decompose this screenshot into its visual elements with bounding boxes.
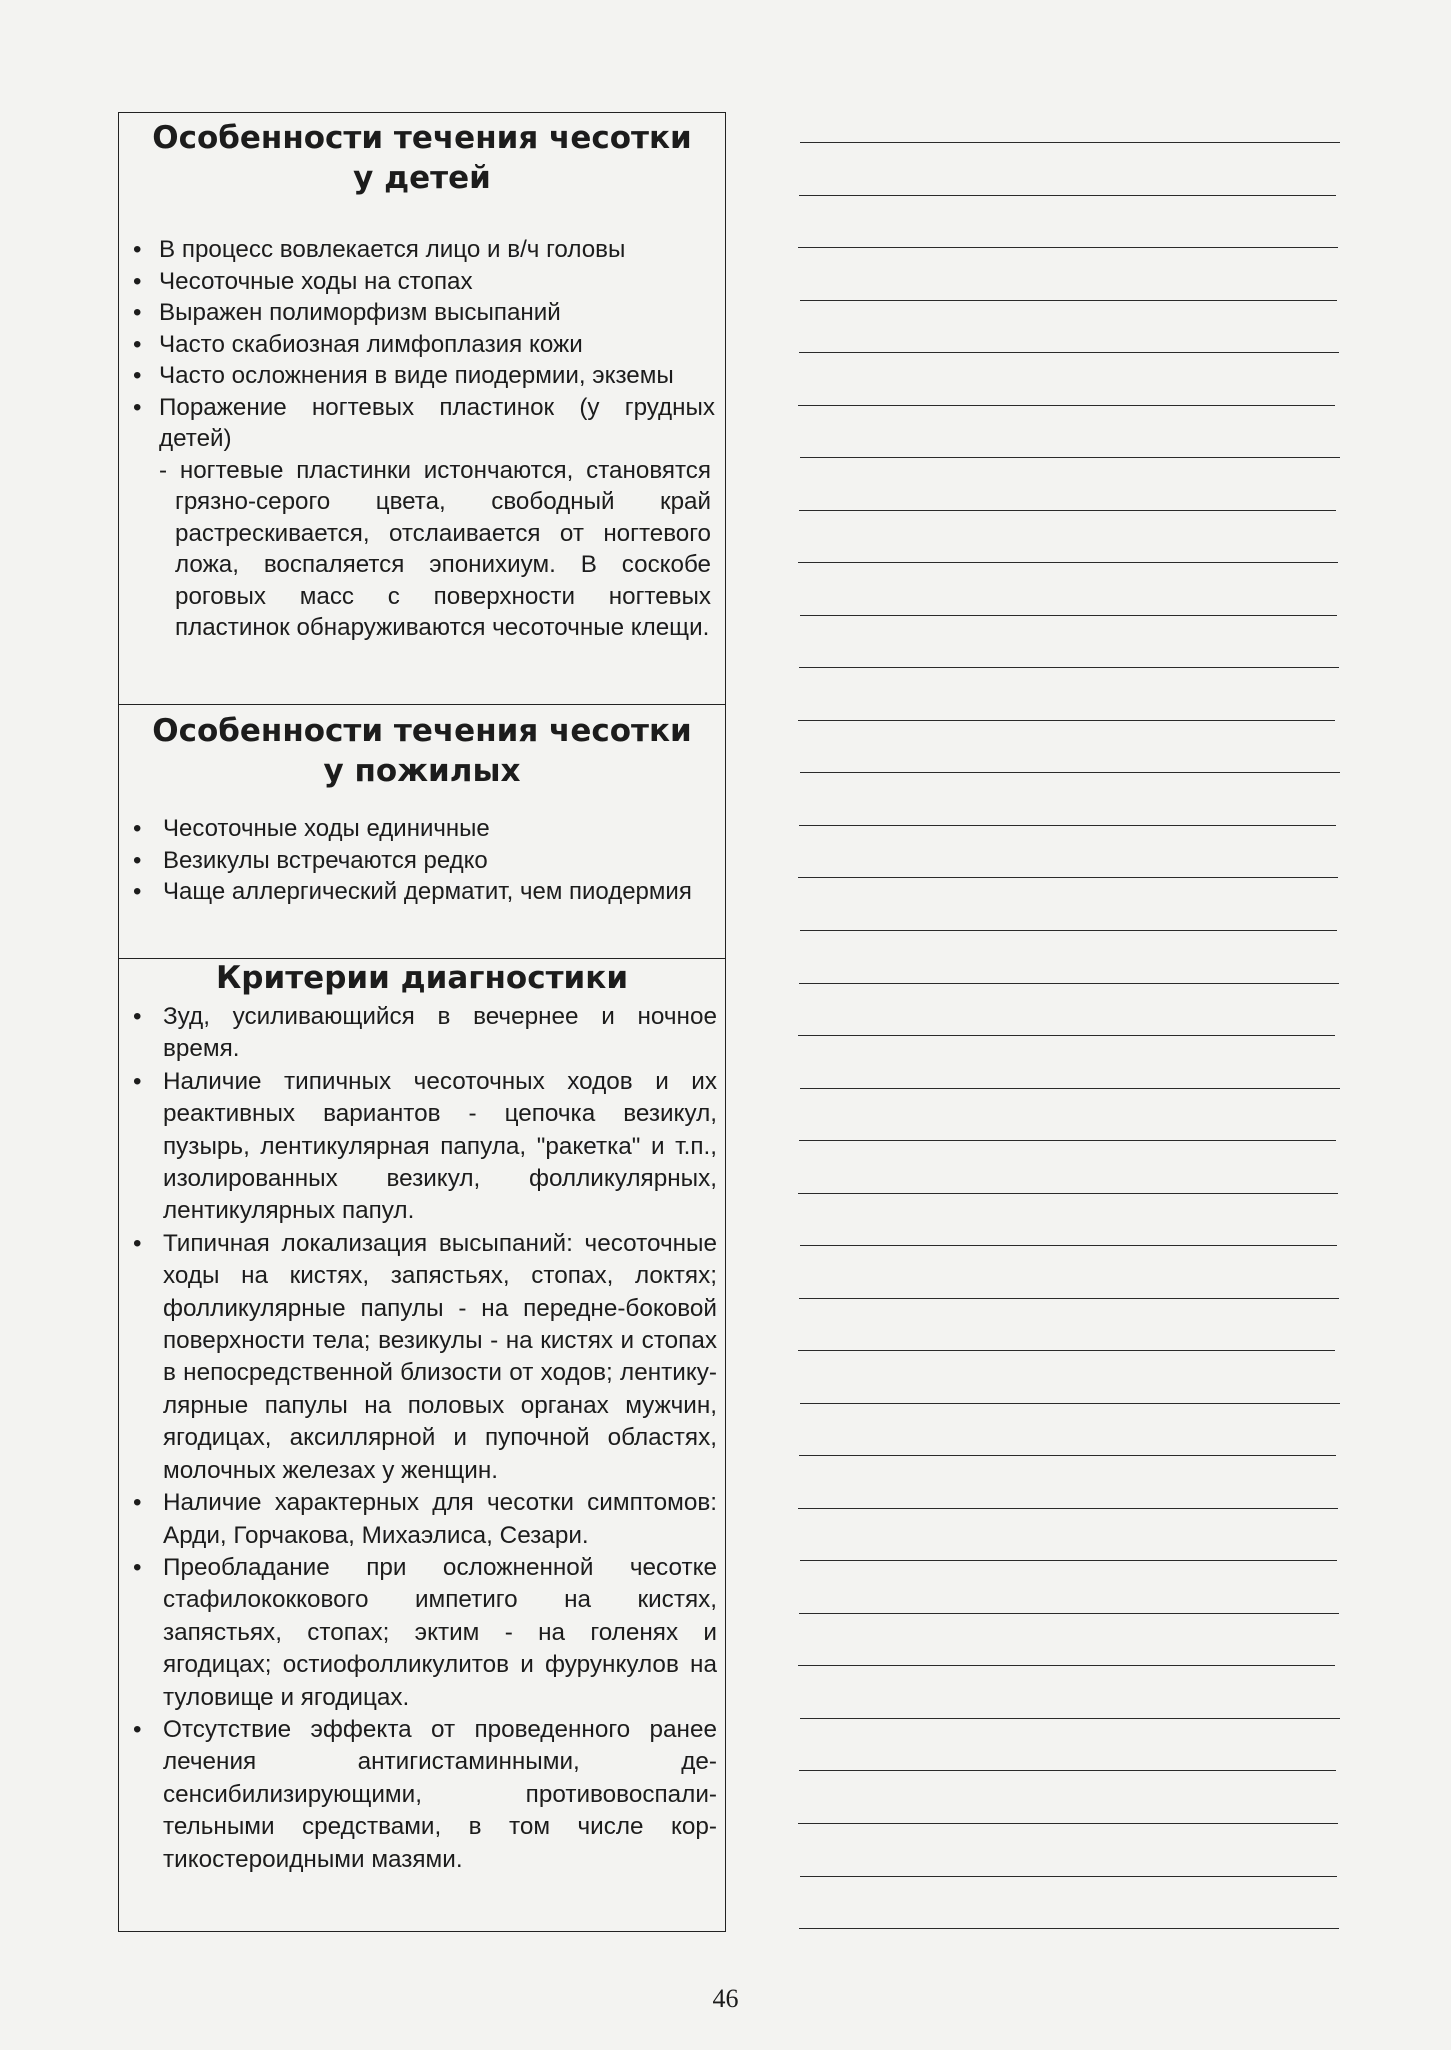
list-item: • Часто осложнения в виде пиодермии, экземы <box>119 360 725 392</box>
list-item: • Наличие характерных для чесотки симптомов: Арди, Горчакова, Михаэлиса, Сезари. <box>119 1487 725 1552</box>
list-item: • Поражение ногтевых пластинок (у грудных детей) <box>119 392 725 455</box>
list-item: • Везикулы встречаются редко <box>119 845 725 877</box>
note-line <box>798 247 1338 248</box>
section-diagnostic-criteria <box>119 959 725 1931</box>
section-children <box>119 113 725 705</box>
note-line <box>800 1560 1337 1561</box>
note-line <box>799 1455 1336 1456</box>
note-line <box>800 142 1340 143</box>
note-line <box>799 667 1339 668</box>
section-title <box>119 705 725 791</box>
note-line <box>800 457 1340 458</box>
note-line <box>800 300 1337 301</box>
note-line <box>798 1508 1338 1509</box>
note-line <box>798 1193 1338 1194</box>
section-elderly <box>119 705 725 959</box>
note-line <box>798 562 1338 563</box>
list-item: • Преобладание при осложненной чесотке стафилококкового импетиго на кистях, запястьях, стопах; эктим - на голенях и ягодицах; остиофолликулитов и фурункулов на туловище и ягодицах. <box>119 1552 725 1714</box>
note-line <box>799 1613 1339 1614</box>
section-title-line1: Особенности течения чесотки <box>152 713 692 749</box>
section-title <box>119 113 725 198</box>
list-item: • Чесоточные ходы на стопах <box>119 266 725 298</box>
section-title-line1: Особенности течения чесотки <box>152 120 692 156</box>
note-line <box>799 825 1336 826</box>
note-line <box>799 1928 1339 1929</box>
note-line <box>798 877 1338 878</box>
page-number: 46 <box>712 1984 739 2013</box>
note-line <box>799 195 1336 196</box>
list-item: • В процесс вовлекается лицо и в/ч головы <box>119 234 725 266</box>
list-item: • Чесоточные ходы единичные <box>119 813 725 845</box>
bullet-list <box>119 1001 725 1876</box>
list-item: • Типичная локализация высыпаний: чесоточные ходы на кистях, запястьях, стопах, локтях; фолликулярные папулы - на передне-боковой поверхности тела; везикулы - на кистях и стопах в непосредственной близости от ходов; лентикулярные папулы на половых органах мужчин, ягодицах, аксиллярной и пупочной областях, молочных железах у женщин. <box>119 1228 725 1487</box>
section-title-line2: у детей <box>353 160 491 196</box>
note-line <box>800 615 1337 616</box>
note-line <box>798 1035 1335 1036</box>
list-item: • Наличие типичных чесоточных ходов и их реактивных вариантов - цепочка везикул, пузырь, лентикулярная папула, "ракетка" и т.п., изолированных везикул, фолликулярных, лентикулярных папул. <box>119 1066 725 1228</box>
note-line <box>798 1350 1335 1351</box>
note-line <box>800 1245 1337 1246</box>
note-line <box>799 510 1336 511</box>
bullet-list <box>119 234 725 455</box>
note-line <box>798 1665 1335 1666</box>
content-box <box>118 112 726 1932</box>
section-title-line1: Критерии диагностики <box>215 960 629 996</box>
note-line <box>800 1718 1340 1719</box>
note-line <box>798 1823 1338 1824</box>
bullet-list <box>119 813 725 908</box>
note-line <box>799 1298 1339 1299</box>
note-line <box>800 1088 1340 1089</box>
note-line <box>799 352 1339 353</box>
list-item: • Чаще аллергический дерматит, чем пиодермия <box>119 876 725 908</box>
list-item: • Зуд, усиливающийся в вечернее и ночное время. <box>119 1001 725 1066</box>
note-line <box>800 772 1340 773</box>
list-item: • Выражен полиморфизм высыпаний <box>119 297 725 329</box>
note-line <box>798 720 1335 721</box>
sub-item: - ногтевые пластинки истончаются, становятся грязно-серого цвета, свободный край растрескивается, отслаивается от ногтевого ложа, воспаляется эпонихиум. В соскобе роговых масс с поверхности ногтевых пластинок обнаруживаются чесоточные клещи. <box>159 456 711 641</box>
note-line <box>798 405 1335 406</box>
list-item: • Отсутствие эффекта от проведенного ранее лечения антигистаминными, десенсибилизирующими, противовоспалительными средствами, в том числе кортикостероидными мазями. <box>119 1714 725 1876</box>
note-line <box>799 1140 1336 1141</box>
note-line <box>799 1770 1336 1771</box>
section-title-line2: у пожилых <box>323 753 521 789</box>
note-line <box>800 1876 1337 1877</box>
list-item: • Часто скабиозная лимфоплазия кожи <box>119 329 725 361</box>
note-line <box>799 983 1339 984</box>
note-line <box>800 930 1337 931</box>
note-line <box>800 1403 1340 1404</box>
section-title <box>119 959 725 997</box>
